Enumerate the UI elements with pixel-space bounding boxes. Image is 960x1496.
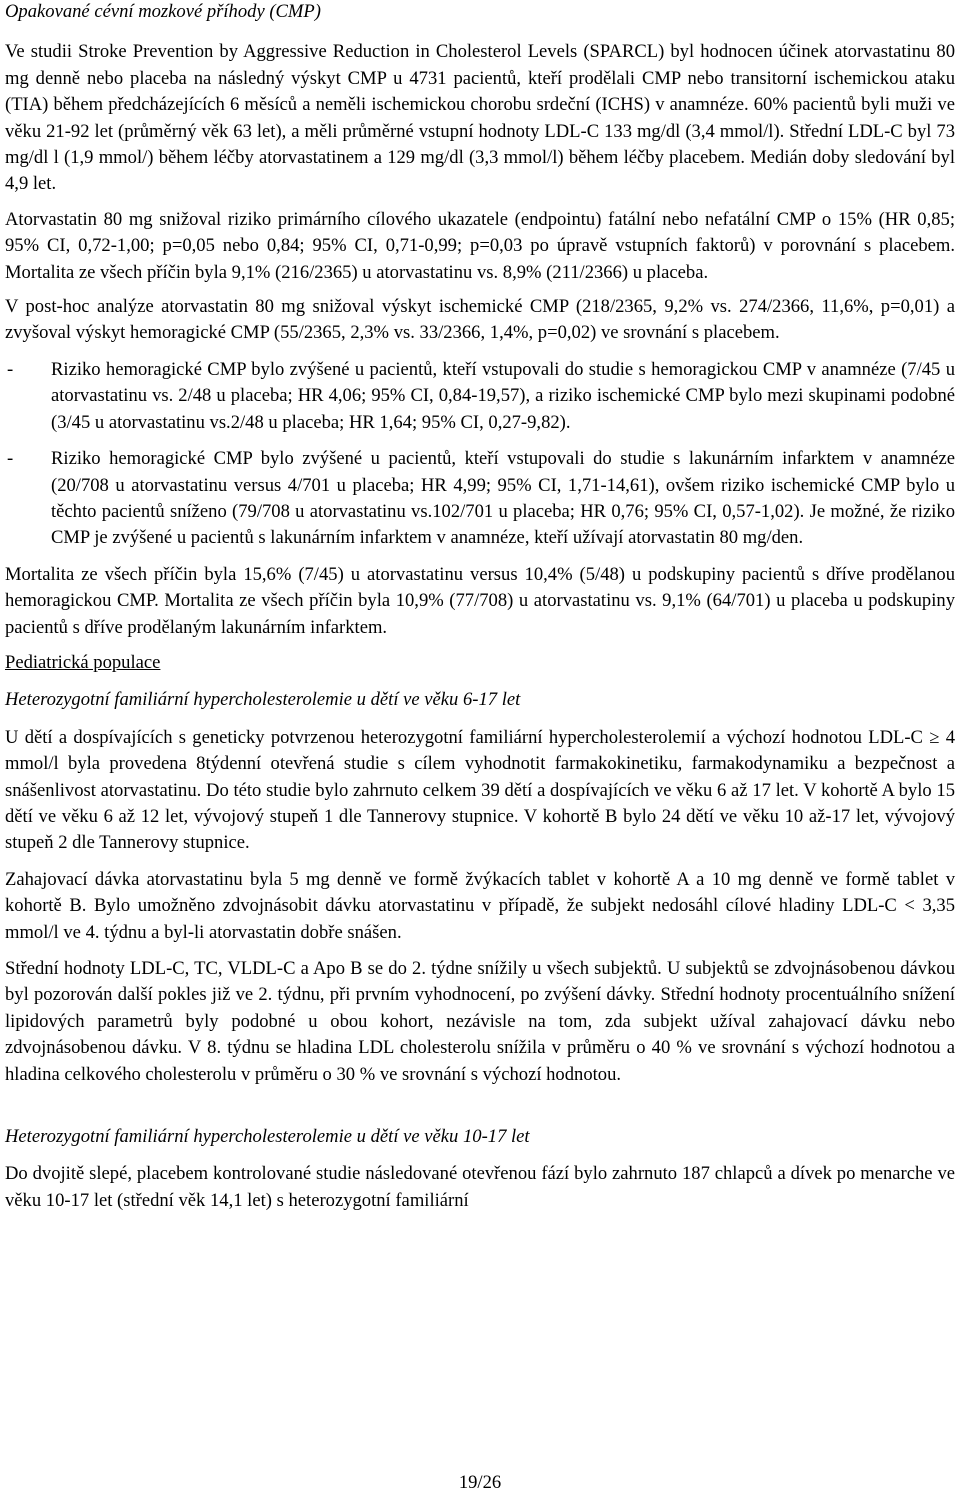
paragraph-mortality: Mortalita ze všech příčin byla 15,6% (7/45) u atorvastatinu versus 10,4% (5/48) u podskupiny pacientů s dříve prodělanou hemoragickou CMP. Mortalita ze všech příčin byla 10,9% (77/708) u atorvastatinu vs. 9,1% (64/701) u placeba u podskupiny pacientů s dříve prodělaným lakunárním infarktem. <box>5 563 955 638</box>
list-item-text: Riziko hemoragické CMP bylo zvýšené u pacientů, kteří vstupovali do studie s hemoragickou CMP v anamnéze (7/45 u atorvastatinu vs. 2/48 u placeba; HR 4,06; 95% CI, 0,84-19,57), a riziko ischemické CMP bylo mezi skupinami podobné (3/45 u atorvastatinu vs.2/48 u placeba; HR 1,64; 95% CI, 0,27-9,82). <box>51 358 955 433</box>
list-dash: - <box>7 448 14 470</box>
paragraph-primary-endpoint: Atorvastatin 80 mg snižoval riziko primárního cílového ukazatele (endpointu) fatální nebo nefatální CMP o 15% (HR 0,85; 95% CI, 0,72-1,00; p=0,05 nebo 0,84; 95% CI, 0,71-0,99; p=0,03 po úpravě vstupních faktorů) v porovnání s placebem. Mortalita ze všech příčin byla 9,1% (216/2365) u atorvastatinu vs. 8,9% (211/2366) u placeba. <box>5 208 955 283</box>
paragraph-post-hoc: V post-hoc analýze atorvastatin 80 mg snižoval výskyt ischemické CMP (218/2365, 9,2% vs. 274/2366, 11,6%, p=0,01) a zvyšoval výskyt hemoragické CMP (55/2365, 2,3% vs. 33/2366, 1,4%, p=0,02) ve srovnání s placebem. <box>5 296 955 344</box>
list-item-text: Riziko hemoragické CMP bylo zvýšené u pacientů, kteří vstupovali do studie s lakunárním infarktem v anamnéze (20/708 u atorvastatinu versus 4/701 u placeba; HR 4,99; 95% CI, 1,71-14,61), ovšem riziko ischemické CMP bylo u těchto pacientů sníženo (79/708 u atorvastatinu vs.102/701 u placeba; HR 0,76; 95% CI, 0,57-1,02). Je možné, že riziko CMP je zvýšené u pacientů s lakunárním infarktem v anamnéze, kteří užívají atorvastatin 80 mg/den. <box>51 448 955 549</box>
paragraph-study-10-17: Do dvojitě slepé, placebem kontrolované studie následované otevřenou fází bylo zahrnuto 187 chlapců a dívek po menarche ve věku 10-17 let (střední věk 14,1 let) s heterozygotní familiární <box>5 1163 955 1211</box>
list-item <box>5 357 955 436</box>
paragraph-results: Střední hodnoty LDL-C, TC, VLDL-C a Apo B se do 2. týdne snížily u všech subjektů. U subjektů se zdvojnásobenou dávkou byl pozorován další pokles již ve 2. týdnu, při prvním vyhodnocení, po zvýšení dávky. Střední hodnoty procentuálního snížení lipidových parametrů byly podobné u obou kohort, nezávisle na tom, zda subjekt užíval zahajovací dávku nebo zdvojnásobenou dávku. V 8. týdnu se hladina LDL cholesterolu snížila v průměru o 40 % ve srovnání s výchozí hodnotou a hladina celkového cholesterolu v průměru o 30 % ve srovnání s výchozí hodnotou. <box>5 958 955 1085</box>
page-number: 19/26 <box>458 1472 502 1493</box>
paragraph-sparcl-intro: Ve studii Stroke Prevention by Aggressive Reduction in Cholesterol Levels (SPARCL) byl hodnocen účinek atorvastatinu 80 mg denně nebo placeba na následný výskyt CMP u 4731 pacientů, kteří prodělali CMP nebo transitorní ischemickou ataku (TIA) během předcházejících 6 měsíců a neměli ischemickou chorobu srdeční (ICHS) v anamnéze. 60% pacientů byli muži ve věku 21-92 let (průměrný věk 63 let), a měli průměrné vstupní hodnoty LDL-C 133 mg/dl (3,4 mmol/l). Střední LDL-C byl 73 mg/dl l (1,9 mmol/) během léčby atorvastatinem a 129 mg/dl (3,3 mmol/l) během léčby placebem. Medián doby sledování byl 4,9 let. <box>5 41 955 195</box>
subheading-6-17: Heterozygotní familiární hypercholesterolemie u dětí ve věku 6-17 let <box>5 689 521 711</box>
document-page <box>5 0 955 1221</box>
paragraph-study-6-17: U dětí a dospívajících s geneticky potvrzenou heterozygotní familiární hypercholesterolemií a výchozí hodnotou LDL-C ≥ 4 mmol/l byla provedena 8týdenní otevřená studie s cílem vyhodnotit farmakokinetiku, farmakodynamiku a bezpečnost a snášenlivost atorvastatinu. Do této studie bylo zahrnuto celkem 39 dětí a dospívajících ve věku 6 až 17 let. V kohortě A bylo 15 dětí ve věku 6 až 12 let, vývojový stupeň 1 dle Tannerovy stupnice. V kohortě B bylo 24 dětí ve věku 10 až-17 let, vývojový stupeň 2 dle Tannerovy stupnice. <box>5 726 955 854</box>
paragraph-starting-dose: Zahajovací dávka atorvastatinu byla 5 mg denně ve formě žvýkacích tablet v kohortě A a 10 mg denně ve formě tablet v kohortě B. Bylo umožněno zdvojnásobit dávku atorvastatinu v případě, že subjekt nedosáhl cílové hladiny LDL-C < 3,35 mmol/l ve 4. týdnu a byl-li atorvastatin dobře snášen. <box>5 868 955 943</box>
pediatric-heading: Pediatrická populace <box>5 651 161 673</box>
list-dash: - <box>7 358 14 380</box>
subheading-10-17: Heterozygotní familiární hypercholesterolemie u dětí ve věku 10-17 let <box>5 1126 530 1148</box>
section-heading: Opakované cévní mozkové příhody (CMP) <box>5 1 321 22</box>
list-item <box>5 446 955 552</box>
